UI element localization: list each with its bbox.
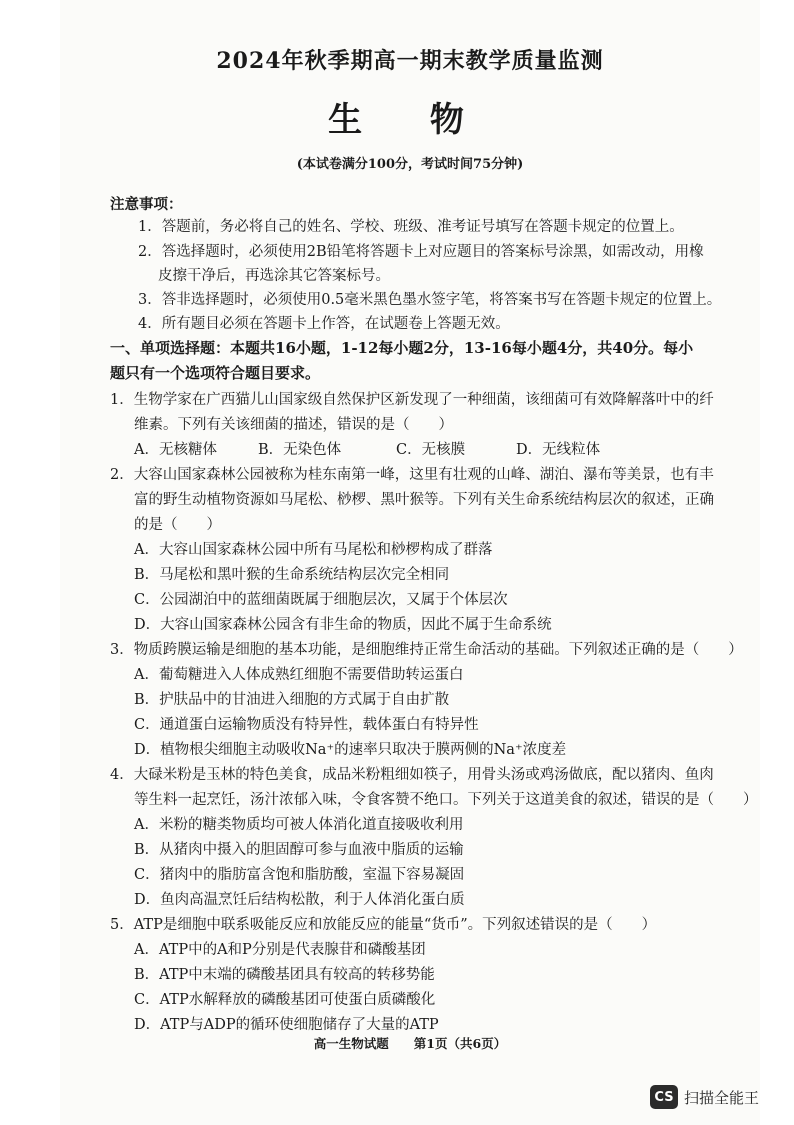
question-2-stem: 的是（ ） (134, 517, 221, 533)
question-2-stem: 富的野生动植物资源如马尾松、桫椤、黑叶猴等。下列有关生命系统结构层次的叙述，正确 (134, 492, 714, 508)
question-3-option: D．植物根尖细胞主动吸收Na⁺的速率只取决于膜两侧的Na⁺浓度差 (134, 742, 567, 758)
question-2-stem: 2．大容山国家森林公园被称为桂东南第一峰，这里有壮观的山峰、湖泊、瀑布等美景，也有丰 (110, 467, 714, 483)
question-2-option: B．马尾松和黑叶猴的生命系统结构层次完全相同 (134, 567, 450, 583)
scanner-watermark (650, 1085, 759, 1109)
question-5-stem: 5．ATP是细胞中联系吸能反应和放能反应的能量“货币”。下列叙述错误的是（ ） (110, 917, 657, 933)
page-footer: 高一生物试题 第1页（共6页） (313, 1036, 507, 1051)
question-5-option: B．ATP中末端的磷酸基团具有较高的转移势能 (134, 967, 435, 983)
section-heading-cont: 题只有一个选项符合题目要求。 (110, 364, 321, 382)
question-2-option: C．公园湖泊中的蓝细菌既属于细胞层次，又属于个体层次 (134, 592, 508, 608)
question-4-option: C．猪肉中的脂肪富含饱和脂肪酸，室温下容易凝固 (134, 867, 465, 883)
exam-page (60, 0, 760, 1125)
question-4-stem: 4．大碌米粉是玉林的特色美食，成品米粉粗细如筷子，用骨头汤或鸡汤做底，配以猪肉、鱼肉 (110, 767, 714, 783)
notice-item: 皮擦干净后，再选涂其它答案标号。 (158, 268, 390, 284)
watermark-label: 扫描全能王 (684, 1088, 760, 1107)
subject-title: 生 物 (328, 100, 492, 140)
question-1-stem: 维素。下列有关该细菌的描述，错误的是（ ） (134, 417, 453, 433)
question-1-option: C．无核膜 (396, 442, 466, 458)
question-3-stem: 3．物质跨膜运输是细胞的基本功能，是细胞维持正常生命活动的基础。下列叙述正确的是（ ） (110, 642, 743, 658)
exam-title: 2024年秋季期高一期末教学质量监测 (216, 48, 604, 74)
question-3-option: C．通道蛋白运输物质没有特异性，载体蛋白有特异性 (134, 717, 479, 733)
question-4-stem: 等生料一起烹饪，汤汁浓郁入味，令食客赞不绝口。下列关于这道美食的叙述，错误的是（ ） (134, 792, 758, 808)
question-2-option: A．大容山国家森林公园中所有马尾松和桫椤构成了群落 (134, 542, 493, 558)
question-1-option: A．无核糖体 (134, 442, 217, 458)
question-3-option: B．护肤品中的甘油进入细胞的方式属于自由扩散 (134, 692, 450, 708)
question-4-option: B．从猪肉中摄入的胆固醇可参与血液中脂质的运输 (134, 842, 464, 858)
camscanner-logo-icon: CS (650, 1085, 678, 1109)
question-4-option: A．米粉的糖类物质均可被人体消化道直接吸收利用 (134, 817, 464, 833)
notice-heading: 注意事项： (110, 196, 183, 213)
notice-item: 3．答非选择题时，必须使用0.5毫米黑色墨水签字笔，将答案书写在答题卡规定的位置上。 (138, 292, 722, 308)
question-5-option: D．ATP与ADP的循环使细胞储存了大量的ATP (134, 1017, 439, 1033)
notice-item: 2．答选择题时，必须使用2B铅笔将答题卡上对应题目的答案标号涂黑，如需改动，用橡 (138, 244, 704, 260)
question-2-option: D．大容山国家森林公园含有非生命的物质，因此不属于生命系统 (134, 617, 552, 633)
section-heading: 一、单项选择题：本题共16小题，1-12每小题2分，13-16每小题4分，共40分。每小 (110, 339, 694, 357)
question-5-option: C．ATP水解释放的磷酸基团可使蛋白质磷酸化 (134, 992, 436, 1008)
question-4-option: D．鱼肉高温烹饪后结构松散，利于人体消化蛋白质 (134, 892, 465, 908)
exam-note: (本试卷满分100分，考试时间75分钟) (296, 157, 524, 172)
question-1-stem: 1．生物学家在广西猫儿山国家级自然保护区新发现了一种细菌，该细菌可有效降解落叶中的纤 (110, 392, 714, 408)
question-1-option: D．无线粒体 (516, 442, 601, 458)
notice-item: 1．答题前，务必将自己的姓名、学校、班级、准考证号填写在答题卡规定的位置上。 (138, 219, 684, 235)
question-5-option: A．ATP中的A和P分别是代表腺苷和磷酸基团 (134, 942, 426, 958)
question-3-option: A．葡萄糖进入人体成熟红细胞不需要借助转运蛋白 (134, 667, 464, 683)
notice-item: 4．所有题目必须在答题卡上作答，在试题卷上答题无效。 (138, 316, 510, 332)
question-1-option: B．无染色体 (258, 442, 342, 458)
